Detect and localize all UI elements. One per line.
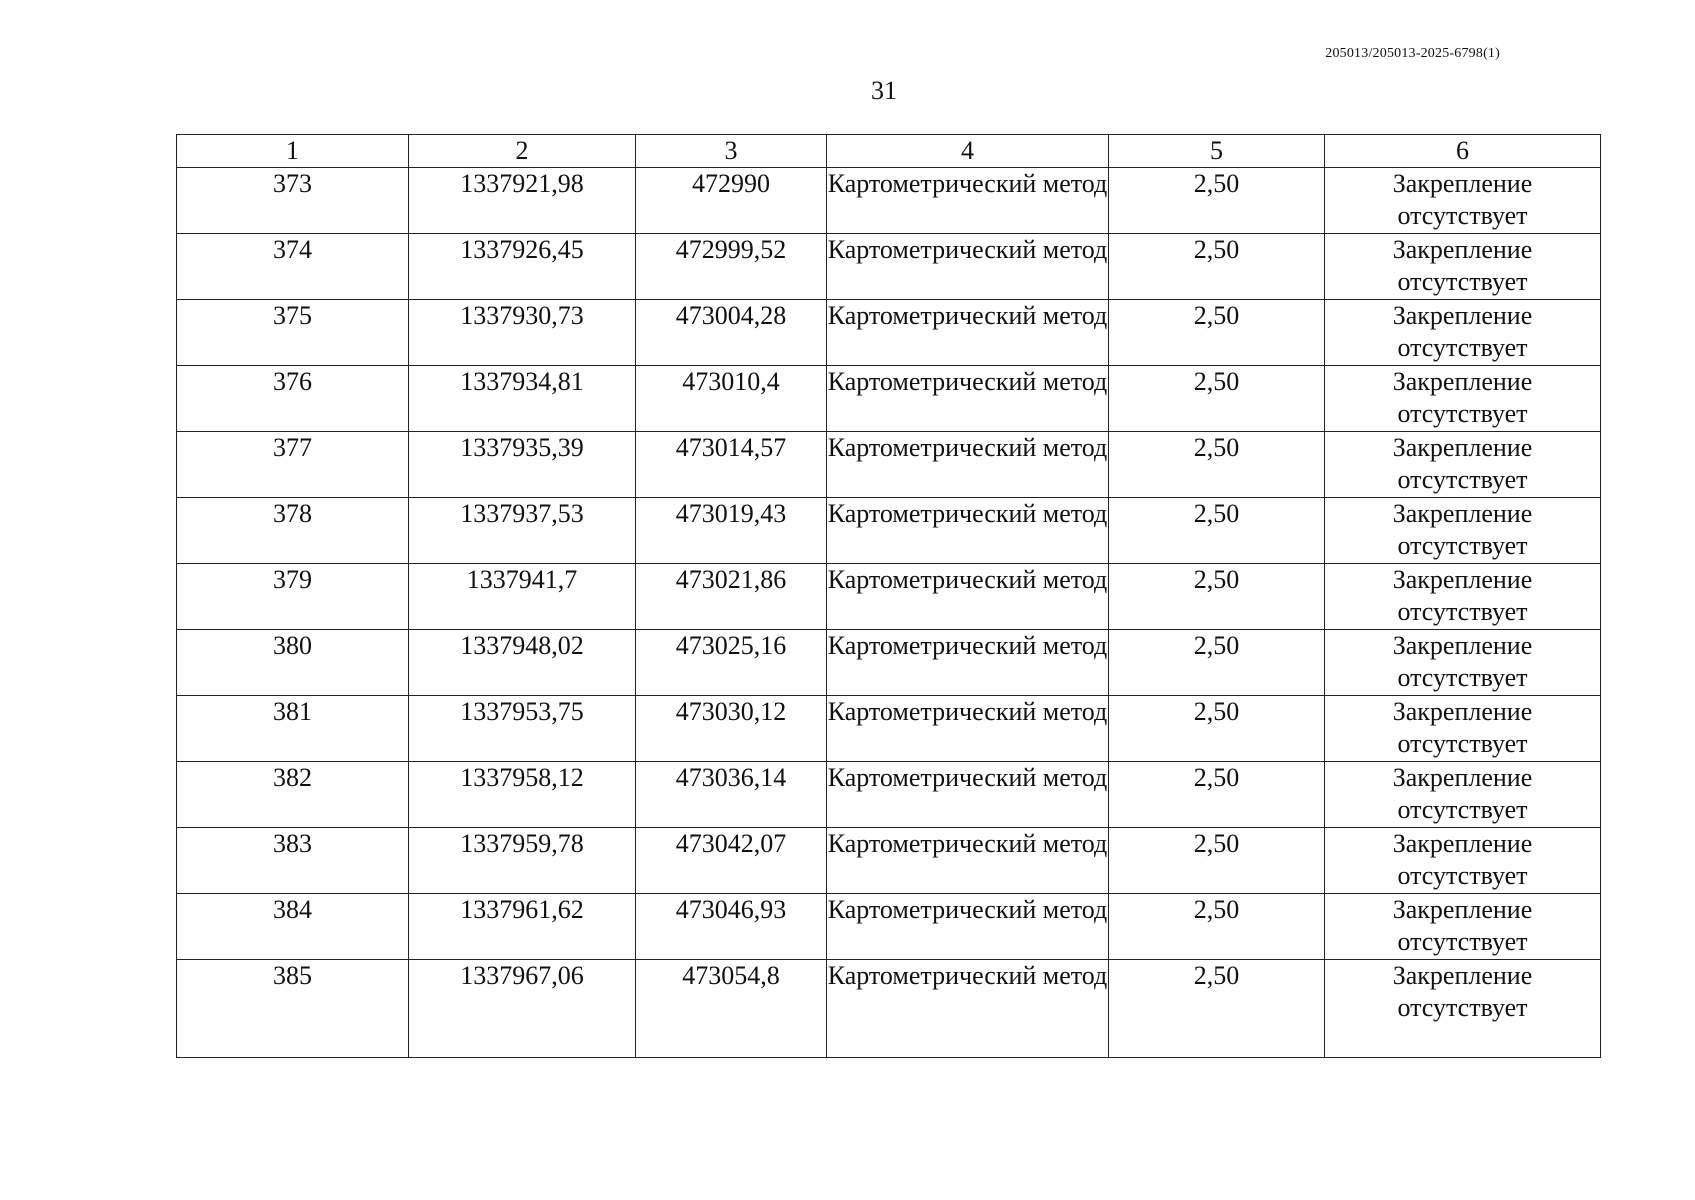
method-cell: Картометрический метод: [827, 696, 1109, 762]
accuracy-cell: 2,50: [1109, 696, 1325, 762]
coordinate-y-cell: 473054,8: [636, 960, 827, 1058]
fixing-cell: Закрепление отсутствует: [1325, 630, 1601, 696]
fixing-cell: Закрепление отсутствует: [1325, 366, 1601, 432]
table-row: [177, 762, 1601, 828]
coordinate-x-cell: 1337953,75: [409, 696, 636, 762]
table-row: [177, 696, 1601, 762]
coordinate-x-cell: 1337937,53: [409, 498, 636, 564]
fixing-cell: Закрепление отсутствует: [1325, 432, 1601, 498]
point-number-cell: 378: [177, 498, 409, 564]
column-header-1: 1: [177, 135, 409, 168]
coordinate-x-cell: 1337926,45: [409, 234, 636, 300]
accuracy-cell: 2,50: [1109, 432, 1325, 498]
point-number-cell: 373: [177, 168, 409, 234]
method-cell: Картометрический метод: [827, 168, 1109, 234]
fixing-cell: Закрепление отсутствует: [1325, 696, 1601, 762]
coordinate-x-cell: 1337961,62: [409, 894, 636, 960]
coordinate-y-cell: 472999,52: [636, 234, 827, 300]
coordinate-x-cell: 1337958,12: [409, 762, 636, 828]
point-number-cell: 385: [177, 960, 409, 1058]
coordinate-x-cell: 1337935,39: [409, 432, 636, 498]
table-row: [177, 894, 1601, 960]
column-header-5: 5: [1109, 135, 1325, 168]
coordinate-x-cell: 1337959,78: [409, 828, 636, 894]
coordinate-y-cell: 473014,57: [636, 432, 827, 498]
coordinates-table: [176, 134, 1601, 1058]
method-cell: Картометрический метод: [827, 498, 1109, 564]
accuracy-cell: 2,50: [1109, 234, 1325, 300]
accuracy-cell: 2,50: [1109, 960, 1325, 1058]
coordinate-y-cell: 472990: [636, 168, 827, 234]
table-row: [177, 498, 1601, 564]
fixing-cell: Закрепление отсутствует: [1325, 960, 1601, 1058]
table-row: [177, 366, 1601, 432]
point-number-cell: 384: [177, 894, 409, 960]
accuracy-cell: 2,50: [1109, 828, 1325, 894]
table-row: [177, 432, 1601, 498]
coordinate-y-cell: 473019,43: [636, 498, 827, 564]
accuracy-cell: 2,50: [1109, 366, 1325, 432]
table-body: [177, 168, 1601, 1058]
method-cell: Картометрический метод: [827, 300, 1109, 366]
fixing-cell: Закрепление отсутствует: [1325, 564, 1601, 630]
fixing-cell: Закрепление отсутствует: [1325, 234, 1601, 300]
document-number: 205013/205013-2025-6798(1): [1325, 46, 1500, 61]
coordinate-x-cell: 1337930,73: [409, 300, 636, 366]
fixing-cell: Закрепление отсутствует: [1325, 828, 1601, 894]
method-cell: Картометрический метод: [827, 894, 1109, 960]
table-row: [177, 234, 1601, 300]
coordinate-x-cell: 1337921,98: [409, 168, 636, 234]
point-number-cell: 379: [177, 564, 409, 630]
coordinate-x-cell: 1337948,02: [409, 630, 636, 696]
accuracy-cell: 2,50: [1109, 300, 1325, 366]
page-number: 31: [871, 76, 897, 105]
column-header-2: 2: [409, 135, 636, 168]
table-row: [177, 300, 1601, 366]
fixing-cell: Закрепление отсутствует: [1325, 894, 1601, 960]
method-cell: Картометрический метод: [827, 630, 1109, 696]
accuracy-cell: 2,50: [1109, 498, 1325, 564]
coordinate-x-cell: 1337934,81: [409, 366, 636, 432]
accuracy-cell: 2,50: [1109, 168, 1325, 234]
table-row: [177, 564, 1601, 630]
coordinate-y-cell: 473046,93: [636, 894, 827, 960]
table-row: [177, 168, 1601, 234]
point-number-cell: 380: [177, 630, 409, 696]
coordinate-y-cell: 473004,28: [636, 300, 827, 366]
column-header-4: 4: [827, 135, 1109, 168]
header-row: [177, 135, 1601, 168]
table-row: [177, 828, 1601, 894]
table-row: [177, 630, 1601, 696]
method-cell: Картометрический метод: [827, 960, 1109, 1058]
method-cell: Картометрический метод: [827, 828, 1109, 894]
coordinate-y-cell: 473042,07: [636, 828, 827, 894]
point-number-cell: 374: [177, 234, 409, 300]
fixing-cell: Закрепление отсутствует: [1325, 498, 1601, 564]
method-cell: Картометрический метод: [827, 234, 1109, 300]
fixing-cell: Закрепление отсутствует: [1325, 762, 1601, 828]
accuracy-cell: 2,50: [1109, 630, 1325, 696]
point-number-cell: 382: [177, 762, 409, 828]
method-cell: Картометрический метод: [827, 564, 1109, 630]
table-header: [177, 135, 1601, 168]
coordinate-y-cell: 473010,4: [636, 366, 827, 432]
fixing-cell: Закрепление отсутствует: [1325, 300, 1601, 366]
point-number-cell: 377: [177, 432, 409, 498]
coordinate-x-cell: 1337941,7: [409, 564, 636, 630]
accuracy-cell: 2,50: [1109, 762, 1325, 828]
coordinate-y-cell: 473036,14: [636, 762, 827, 828]
point-number-cell: 376: [177, 366, 409, 432]
coordinate-x-cell: 1337967,06: [409, 960, 636, 1058]
coordinate-y-cell: 473030,12: [636, 696, 827, 762]
accuracy-cell: 2,50: [1109, 564, 1325, 630]
fixing-cell: Закрепление отсутствует: [1325, 168, 1601, 234]
method-cell: Картометрический метод: [827, 762, 1109, 828]
coordinate-y-cell: 473021,86: [636, 564, 827, 630]
method-cell: Картометрический метод: [827, 366, 1109, 432]
method-cell: Картометрический метод: [827, 432, 1109, 498]
column-header-6: 6: [1325, 135, 1601, 168]
table-row: [177, 960, 1601, 1058]
point-number-cell: 383: [177, 828, 409, 894]
point-number-cell: 381: [177, 696, 409, 762]
coordinate-y-cell: 473025,16: [636, 630, 827, 696]
column-header-3: 3: [636, 135, 827, 168]
accuracy-cell: 2,50: [1109, 894, 1325, 960]
point-number-cell: 375: [177, 300, 409, 366]
